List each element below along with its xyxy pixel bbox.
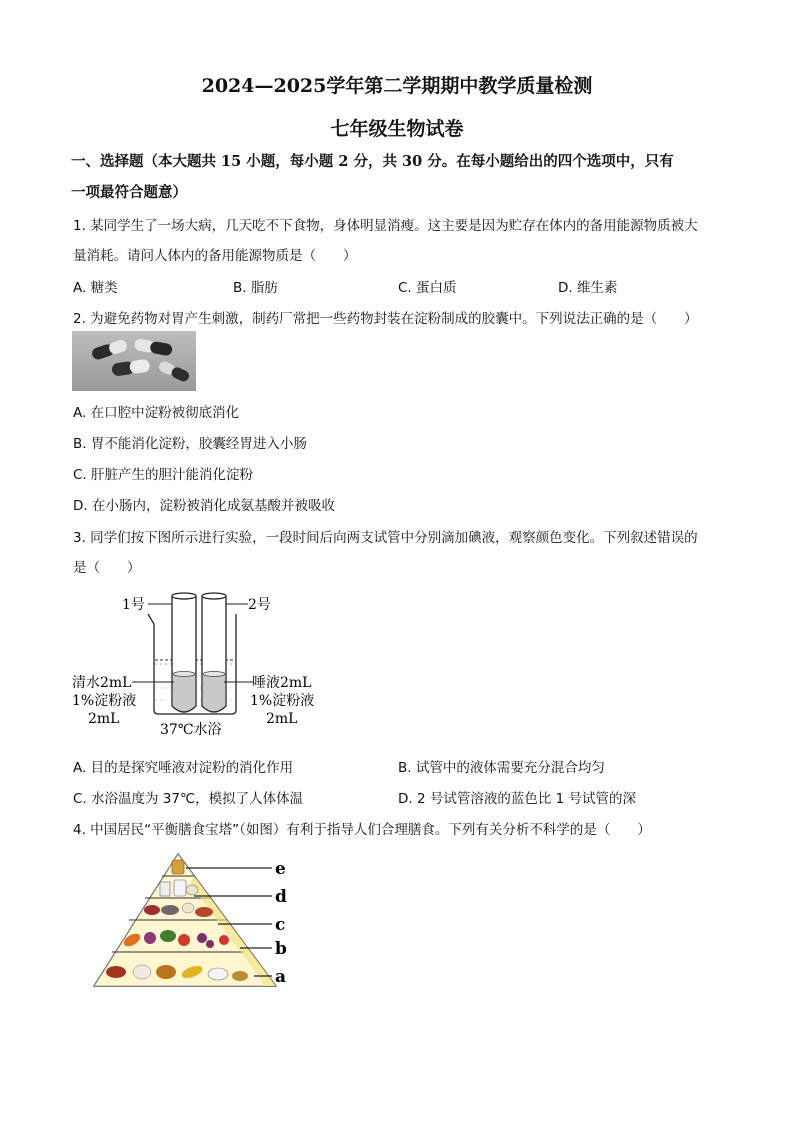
question-1-option-a: A. 糖类 (73, 280, 118, 296)
question-1-option-d: D. 维生素 (558, 280, 618, 296)
exam-title: 2024—2025学年第二学期期中教学质量检测 (201, 75, 593, 97)
pyramid-label-b: b (275, 939, 287, 959)
food-pyramid-figure (90, 848, 300, 993)
left-label-water: 清水2mL (72, 675, 132, 691)
question-2-option-a: A. 在口腔中淀粉被彻底消化 (73, 405, 240, 421)
exam-subtitle: 七年级生物试卷 (330, 118, 464, 140)
question-1-option-c: C. 蛋白质 (398, 280, 457, 296)
question-1-line2: 量消耗。请问人体内的备用能源物质是（ ） (73, 248, 357, 264)
question-2-option-b: B. 胃不能消化淀粉，胶囊经胃进入小肠 (73, 436, 307, 452)
question-3-line1: 3. 同学们按下图所示进行实验，一段时间后向两支试管中分别滴加碘液，观察颜色变化。下列叙述错误的 (73, 530, 698, 546)
right-label-volume: 2mL (266, 711, 298, 727)
question-1-option-b: B. 脂肪 (233, 280, 278, 296)
question-2-option-c: C. 肝脏产生的胆汁能消化淀粉 (73, 467, 254, 483)
question-3-option-c: C. 水浴温度为 37℃，模拟了人体体温 (73, 791, 304, 807)
question-1-line1: 1. 某同学生了一场大病，几天吃不下食物，身体明显消瘦。这主要是因为贮存在体内的备用能源物质被大 (73, 218, 698, 234)
question-4-line1: 4. 中国居民“平衡膳食宝塔”（如图）有利于指导人们合理膳食。下列有关分析不科学的是（ ） (73, 822, 651, 838)
question-2-line1: 2. 为避免药物对胃产生刺激，制药厂常把一些药物封装在淀粉制成的胶囊中。下列说法正确的是（ ） (73, 311, 698, 327)
pyramid-label-e: e (275, 859, 286, 879)
right-label-starch: 1%淀粉液 (250, 693, 315, 709)
water-bath-label: 37℃水浴 (160, 722, 222, 738)
question-3-option-a: A. 目的是探究唾液对淀粉的消化作用 (73, 760, 294, 776)
test-tube-experiment-figure (70, 588, 340, 740)
capsules-photo (72, 331, 196, 391)
pyramid-label-c: c (275, 915, 286, 935)
tube-2-label: 2号 (248, 597, 271, 613)
tube-1-label: 1号 (122, 597, 145, 613)
section-heading-line2: 一项最符合题意） (71, 184, 187, 201)
question-3-option-b: B. 试管中的液体需要充分混合均匀 (398, 760, 605, 776)
left-label-starch: 1%淀粉液 (72, 693, 137, 709)
question-3-line2: 是（ ） (73, 560, 141, 576)
section-heading-line1: 一、选择题（本大题共 15 小题，每小题 2 分，共 30 分。在每小题给出的四个选项中，只有 (71, 153, 674, 170)
question-3-option-d: D. 2 号试管溶液的蓝色比 1 号试管的深 (398, 791, 637, 807)
right-label-saliva: 唾液2mL (252, 675, 312, 691)
pyramid-label-a: a (275, 967, 287, 987)
pyramid-label-d: d (275, 887, 287, 907)
question-2-option-d: D. 在小肠内，淀粉被消化成氨基酸并被吸收 (73, 498, 335, 514)
left-label-volume: 2mL (88, 711, 120, 727)
